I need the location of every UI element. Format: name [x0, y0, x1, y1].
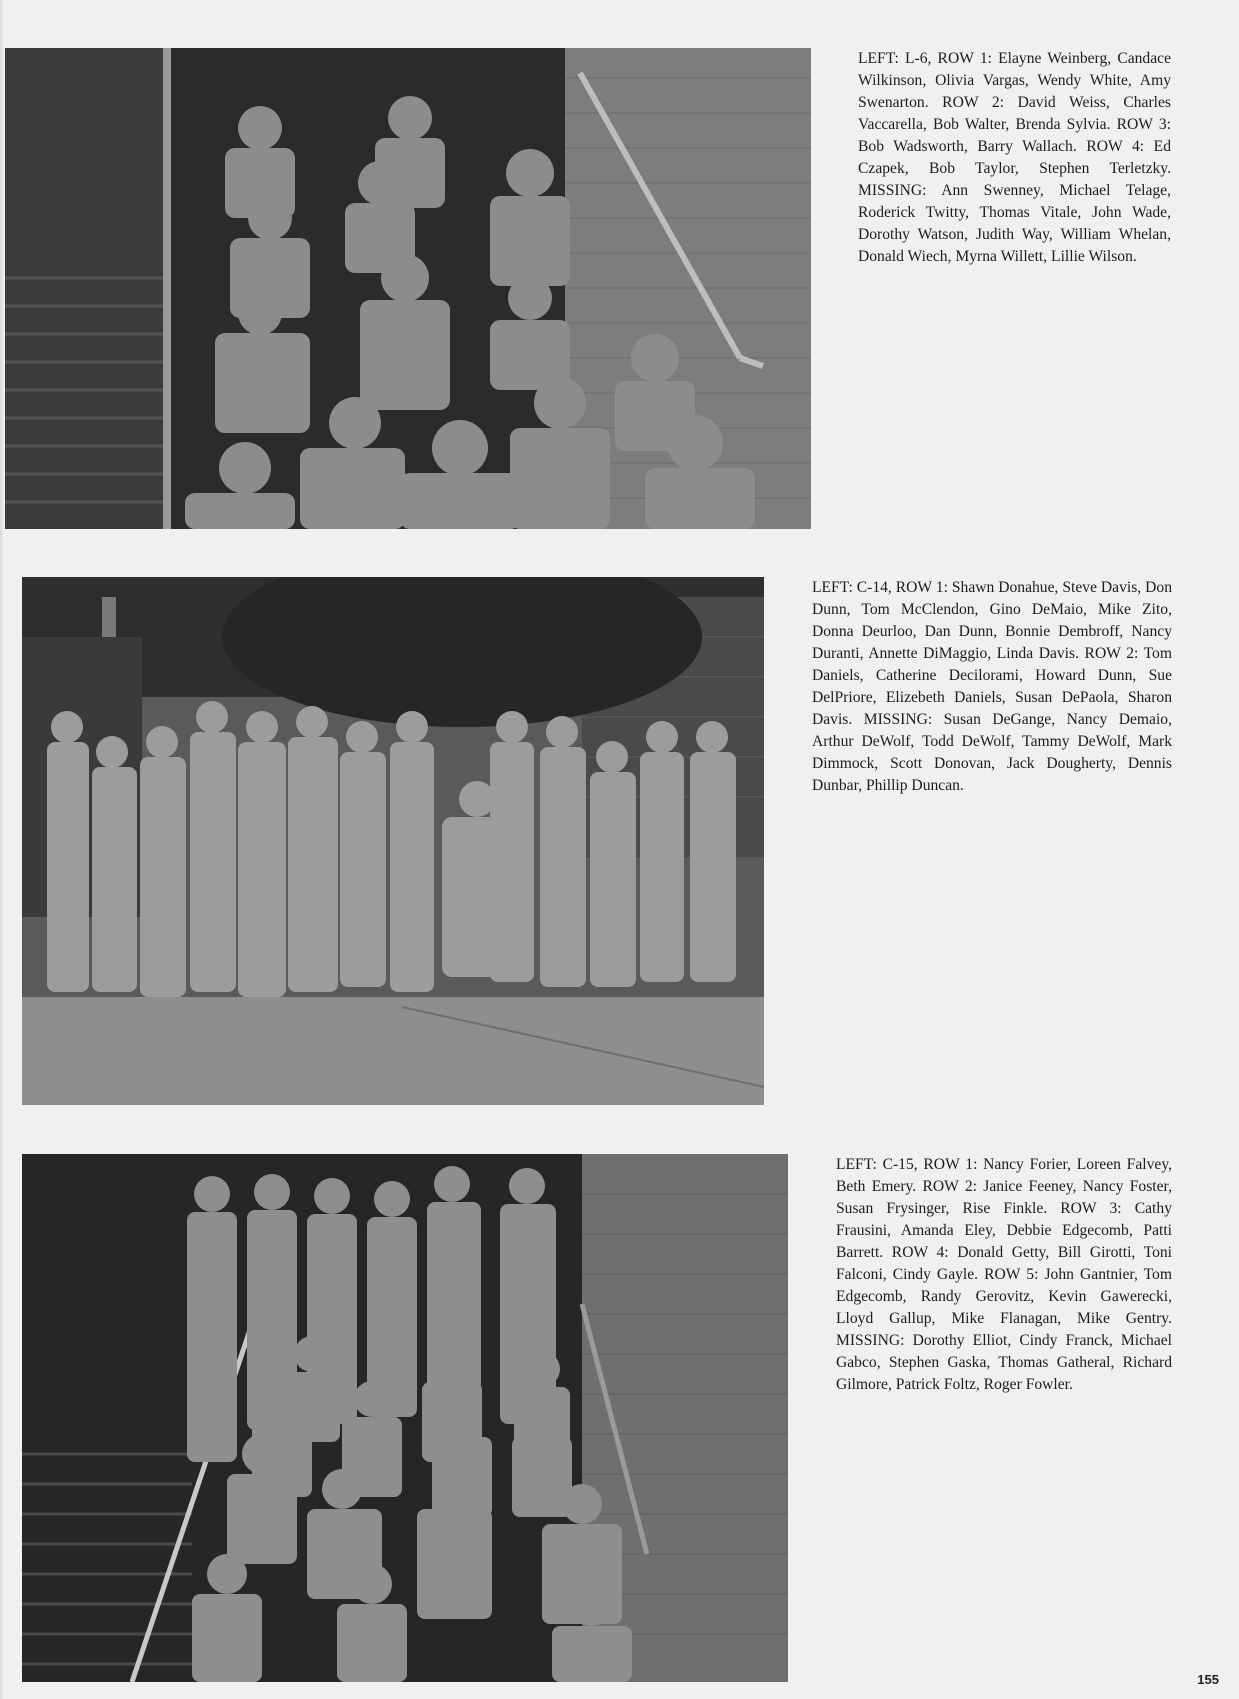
- class-photo-l6: [5, 48, 811, 529]
- caption-c15-text: LEFT: C-15, ROW 1: Nancy Forier, Loreen Falvey, Beth Emery. ROW 2: Janice Feeney, Nancy Foster, Susan Frysinger, Rise Finkle. ROW 3: Cathy Frausini, Amanda Eley, Debbie Edgecomb, Patti Barrett. ROW 4: Donald Getty, Bill Girotti, Toni Falconi, Cindy Gayle. ROW 5: John Gantnier, Tom Edgecomb, Randy Gerovitz, Kevin Gawerecki, Lloyd Gallup, Mike Flanagan, Mike Gentry. MISSING: Dorothy Elliot, Cindy Franck, Michael Gabco, Stephen Gaska, Thomas Gatheral, Richard Gilmore, Patrick Foltz, Roger Fowler.: [836, 1156, 1172, 1393]
- page-number: 155: [1197, 1672, 1219, 1687]
- class-photo-c15: [22, 1154, 788, 1682]
- class-photo-c14: [22, 577, 764, 1105]
- caption-c15: [836, 1154, 1172, 1396]
- caption-l6-text: LEFT: L-6, ROW 1: Elayne Weinberg, Candace Wilkinson, Olivia Vargas, Wendy White, Amy Swenarton. ROW 2: David Weiss, Charles Vaccarella, Bob Walter, Brenda Sylvia. ROW 3: Bob Wadsworth, Barry Wallach. ROW 4: Ed Czapek, Bob Taylor, Stephen Terletzky. MISSING: Ann Swenney, Michael Telage, Roderick Twitty, Thomas Vitale, John Wade, Dorothy Watson, Judith Way, William Whelan, Donald Wiech, Myrna Willett, Lillie Wilson.: [858, 50, 1171, 265]
- class-photo-c14-image: [22, 577, 764, 1105]
- page-binding-edge: [0, 0, 4, 1699]
- class-photo-l6-image: [5, 48, 811, 529]
- caption-l6: [858, 48, 1171, 268]
- caption-c14-text: LEFT: C-14, ROW 1: Shawn Donahue, Steve Davis, Don Dunn, Tom McClendon, Gino DeMaio, Mike Zito, Donna Deurloo, Dan Dunn, Bonnie Dembroff, Nancy Duranti, Annette DiMaggio, Linda Davis. ROW 2: Tom Daniels, Catherine Decilorami, Howard Dunn, Sue DelPriore, Elizebeth Daniels, Susan DePaola, Sharon Davis. MISSING: Susan DeGange, Nancy Demaio, Arthur DeWolf, Todd DeWolf, Tammy DeWolf, Mark Dimmock, Scott Donovan, Jack Dougherty, Dennis Dunbar, Phillip Duncan.: [812, 579, 1172, 794]
- class-photo-c15-image: [22, 1154, 788, 1682]
- caption-c14: [812, 577, 1172, 797]
